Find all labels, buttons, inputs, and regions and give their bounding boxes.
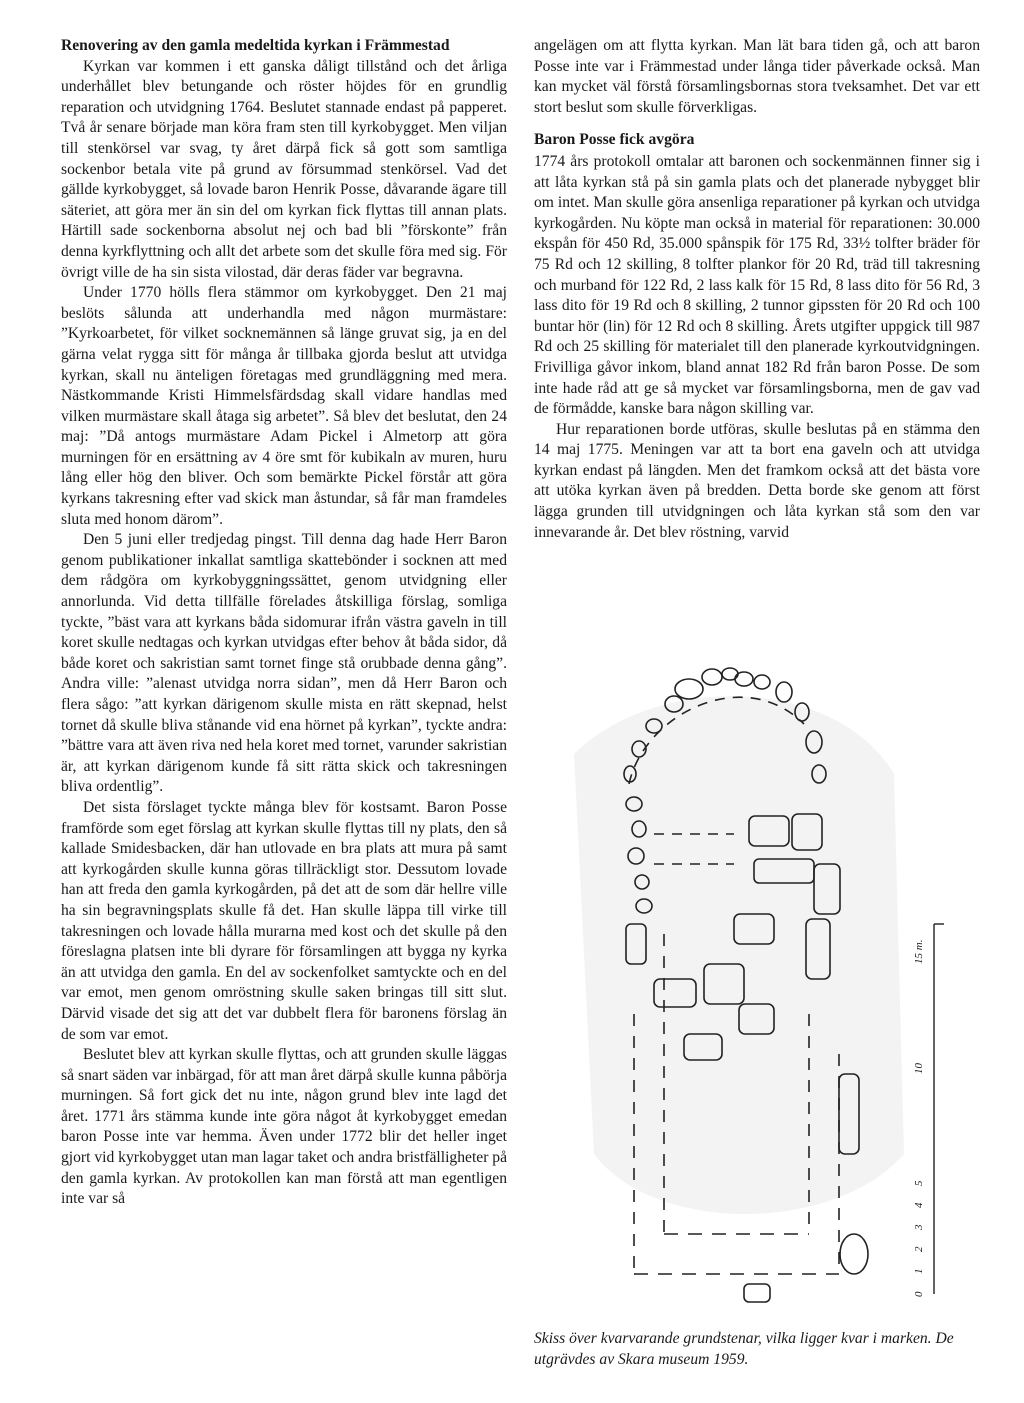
paragraph: Under 1770 hölls flera stämmor om kyrkobygget. Den 21 maj beslöts sålunda att underhandla med någon murmästare: ”Kyrkoarbetet, för vilket socknemännen så länge gruvat sig, ja en del gärna velat rygga sitt för många år tillbaka gjorda beslut att utvidga kyrkan, skall nu änteligen företagas med grundläggning med mera. Nästkommande Kristi Himmelsfärdsdag skall vidare handlas med vilken murmästare skall åtaga sig arbetet”. Så blev det beslutat, den 24 maj: ”Då antogs murmästare Adam Pickel i Almetorp att göra murningen för en ersättning av 4 öre smt för kubikaln av muren, huru lång eller hög den bliver. Och som bemärkte Pickel förstår att göra kyrkans takresning efter vad skick man åstundar, så får man framdeles sluta med honom däromˮ.: [61, 284, 507, 528]
paragraph: 1774 års protokoll omtalar att baronen och sockenmännen finner sig i att låta kyrkan stå på sin gamla plats och det planerade nybygget blir om intet. Man skulle göra ansenliga reparationer på kyrkan och utvidga kyrkogården. Nu köpte man också in material för reparationen: 30.000 ekspån för 450 Rd, 35.000 spånspik för 175 Rd, 33½ tolfter bräder för 75 Rd och 12 skilling, 8 tolfter plankor för 20 Rd, träd till takresning och murband för 122 Rd, 2 lass kalk för 15 Rd, 8 lass dito för 56 Rd, 3 lass dito för 19 Rd och 8 skilling, 2 tunnor gipssten för 20 Rd och 100 buntar hör (lin) för 12 Rd och 8 skilling. Årets utgifter uppgick till 987 Rd och 25 skilling för materialet till den planerade kyrkoutvidgningen. Frivilliga gåvor inkom, bland annat 182 Rd från baron Posse. De som inte hade råd att ge så mycket var församlingsborna, men de gav vad de förmådde, kanske bara någon skilling var.: [534, 152, 980, 418]
paragraph: Hur reparationen borde utföras, skulle beslutas på en stämma den 14 maj 1775. Meningen var att ta bort ena gaveln och att utvidga kyrkan endast på längden. Men det framkom också att det bästa vore att utöka kyrkan även på bredden. Detta borde ske genom att först lägga grunden till utvidgningen och låta kyrkan stå som den var innevarande år. Det blev röstning, varvid: [534, 420, 980, 541]
scale-bar: [934, 924, 944, 1294]
scale-label-0: 0: [913, 1291, 925, 1297]
paragraph: Det sista förslaget tyckte många blev för kostsamt. Baron Posse framförde som eget förslag att kyrkan skulle flyttas till ny plats, den så kallade Smidesbacken, där han utlovade en bra plats att mura på samt att kyrkogården skulle kunna göras tillräckligt stor. Dessutom lovade han att freda den gamla kyrkogården, på det att de som där hellre ville ha sin begravningsplats skulle få det. Han skulle läppa till virke till takresningen och lovade hålla murarna med kost och det skulle på den föreslagna platsen inte bli dyrare för församlingen att bygga ny kyrka än att utvidga den gamla. En del av sockenfolket samtyckte och en del var emot, men genom omröstning skulle saken bringas till sitt slut. Därvid visade det sig att det var dubbelt flera för baronens förslag än de som var emot.: [61, 798, 507, 1043]
right-column: [534, 36, 980, 543]
paragraph: Kyrkan var kommen i ett ganska dåligt tillstånd och det årliga underhållet blev betungande och röster höjdes för en grundlig reparation och utvidgning 1764. Beslutet stannade endast på papperet. Två år senare började man köra fram sten till kyrkobygget. Men viljan till stenkörsel var svag, ty året därpå fick så gott som samtliga sockenbor betala vite på grund av försummad stenkörsel. Vad det gällde kyrkobygget, så lovade baron Henrik Posse, dåvarande ägare till säteriet, att göra mer än sin del om kyrkan fick flyttas till annan plats. Härtill sade sockenborna absolut nej och bad bli ”förskonte” från denna kyrkflyttning och allt det arbete som det skulle föra med sig. För övrigt ville de ha sin sista vilostad, där deras fäder var begravna.: [61, 57, 507, 281]
foundation-sketch-figure: [534, 634, 980, 1317]
figure-caption: Skiss över kvarvarande grundstenar, vilka ligger kvar i marken. De utgrävdes av Skara museum 1959.: [534, 1330, 954, 1368]
scale-label-3: 3: [913, 1224, 925, 1230]
scale-label-10: 10: [913, 1063, 925, 1074]
paragraph: Den 5 juni eller tredjedag pingst. Till denna dag hade Herr Baron genom publikationer inkallat samtliga skattebönder i socknen att med dem rådgöra om kyrkobyggningssättet, genom utvidgning eller annorlunda. Vid detta tillfälle förelades åtskilliga förslag, somliga tyckte, ”bäst vara att kyrkans båda sidomurar ifrån västra gaveln in till koret skulle nedtagas och kyrkan utvidgas efter behov åt båda sidor, då både koret och sakristian samt tornet finge stå orubbade denna gång”. Andra ville: ”alenast utvidga norra sidan”, men då Herr Baron och flera sågo: ”att kyrkan därigenom skulle mista en rätt skepnad, helst tornet då skulle bliva stånande vid ena hörnet på kyrkan”, tyckte andra: ”bättre vara att även riva ned hela koret med tornet, varunder sakristian är, att kyrkan därigenom kunde få sitt rätta skick och takresningen bliva ordentlig”.: [61, 531, 507, 796]
scale-label-4: 4: [913, 1202, 925, 1208]
scale-labels: [913, 940, 925, 1297]
paragraph: Beslutet blev att kyrkan skulle flyttas, och att grunden skulle läggas så snart säden var inbärgad, för att man året därpå skulle kunna påbörja murningen. Så fort gick det nu inte, någon grund blev inte lagd det året. 1771 års stämma kunde inte göra något åt kyrkobygget emedan baron Posse inte var hemma. Även under 1772 blir det heller inget gjort vid kyrkobygget utan man lagar taket och andra bristfälligheter på den gamla kyrkan. Av protokollen kan man förstå att man egentligen inte var så: [61, 1046, 508, 1208]
foundation-sketch: [534, 634, 980, 1317]
paragraph-continued: angelägen om att flytta kyrkan. Man lät bara tiden gå, och att baron Posse inte var i Främmestad under långa tider påverkade också. Man kan mycket väl förstå församlingsbornas stora tveksamhet. Det var ett stort beslut som skulle förverkligas.: [534, 37, 980, 116]
scale-label-5: 5: [913, 1180, 925, 1186]
left-column: [61, 36, 507, 1210]
section-heading: Baron Posse fick avgöra: [534, 131, 695, 149]
article-heading: Renovering av den gamla medeltida kyrkan i Främmestad: [61, 37, 450, 54]
scale-label-15: 15 m.: [913, 939, 925, 964]
scale-label-1: 1: [913, 1268, 925, 1274]
scale-label-2: 2: [913, 1246, 925, 1252]
